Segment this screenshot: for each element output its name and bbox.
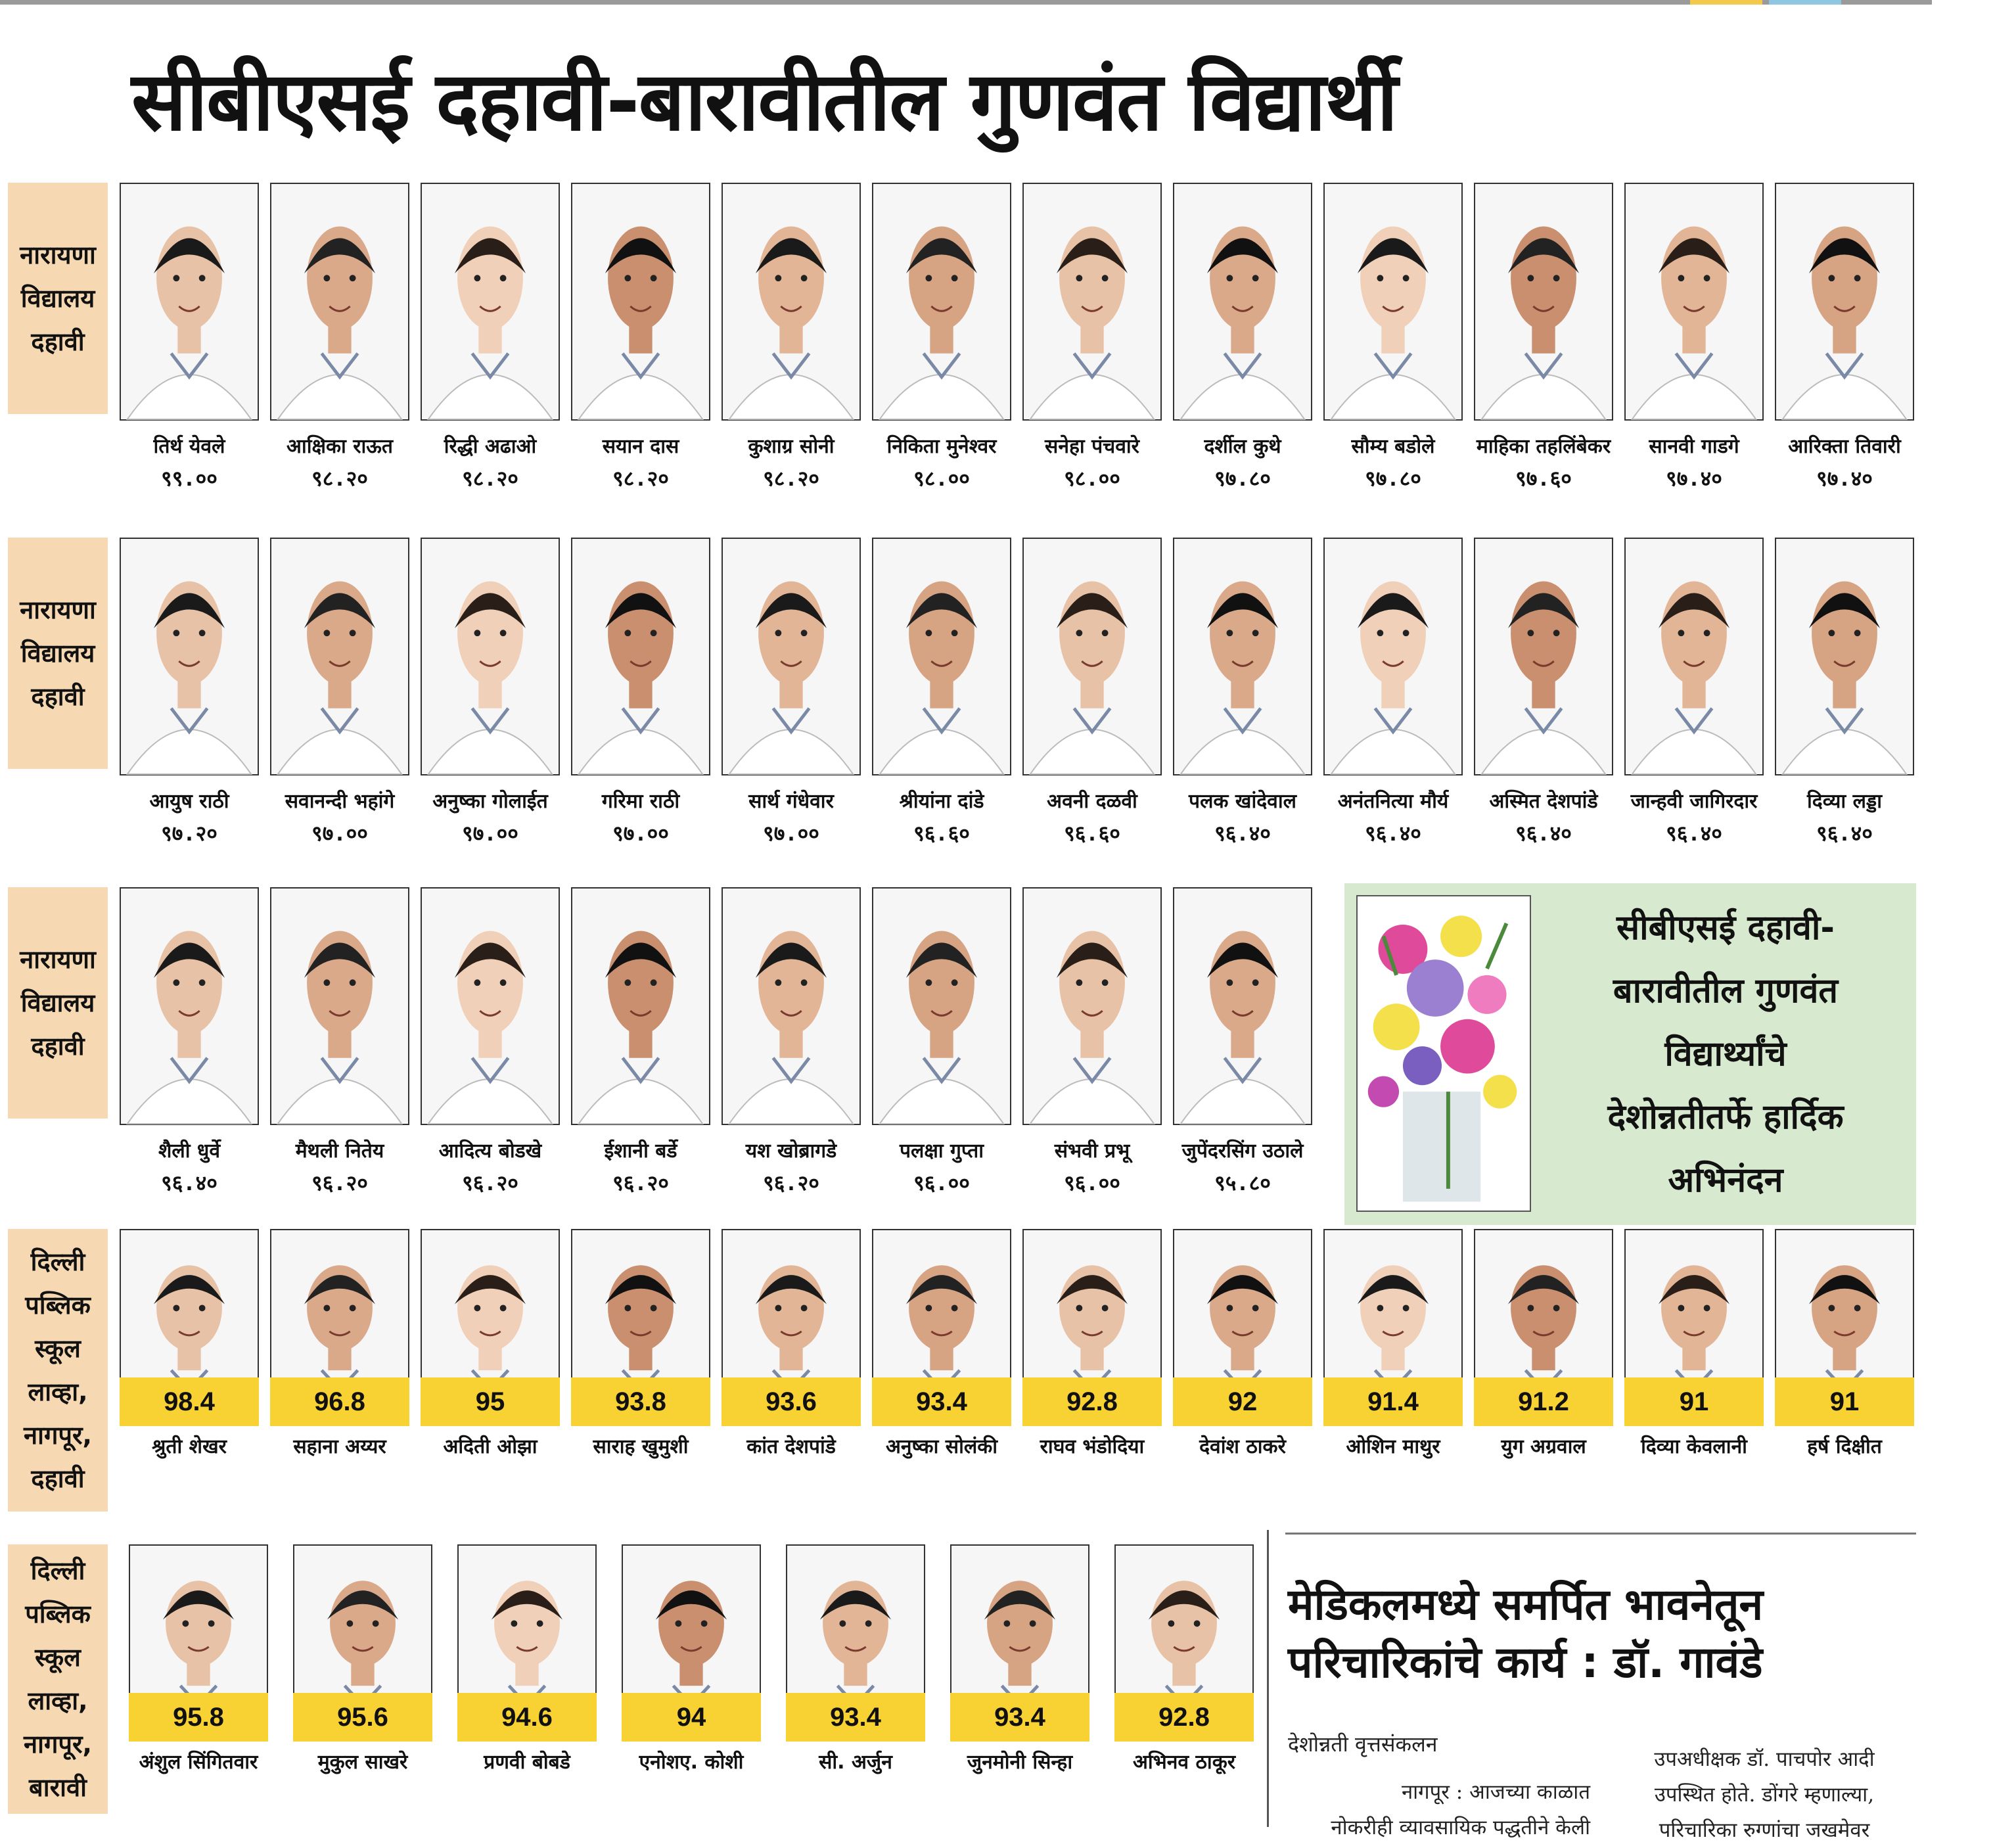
student-photo	[1173, 538, 1312, 775]
student-photo-icon	[723, 889, 859, 1124]
student-photo-icon	[121, 889, 258, 1124]
student-photo-icon	[873, 889, 1010, 1124]
score-badge: 95.6	[293, 1693, 432, 1742]
student-score: ९६.४०	[1365, 821, 1421, 846]
student-score: ९८.००	[1064, 466, 1120, 491]
student-name: आरिक्ता तिवारी	[1788, 435, 1901, 458]
student-name: सहाना अय्यर	[293, 1435, 386, 1458]
student-photo-icon	[723, 184, 859, 419]
school-label-line: नागपूर,	[24, 1730, 92, 1759]
article-rule	[1285, 1533, 1916, 1535]
school-label-line: नारायणा	[20, 595, 96, 624]
student-photo-icon	[723, 539, 859, 774]
student-score: ९७.४०	[1666, 466, 1722, 491]
student-name: मैथली नितेय	[295, 1140, 384, 1163]
student-score: ९६.६०	[913, 821, 970, 846]
student-score: ९७.००	[763, 821, 819, 846]
student-photo-icon	[1024, 184, 1160, 419]
student-photo	[1022, 183, 1162, 421]
student-photo-icon	[873, 539, 1010, 774]
student-photo	[722, 887, 861, 1125]
student-photo-icon	[572, 539, 709, 774]
student-photo-icon	[422, 889, 559, 1124]
student-photo-icon	[1024, 539, 1160, 774]
student-name: ईशानी बर्डे	[604, 1140, 677, 1163]
school-label-line: दहावी	[31, 682, 85, 711]
student-score: ९६.२०	[462, 1170, 518, 1195]
student-name: संभवी प्रभू	[1054, 1140, 1130, 1163]
student-photo-icon	[1475, 539, 1612, 774]
student-photo-icon	[1475, 184, 1612, 419]
student-photo-icon	[121, 539, 258, 774]
school-label	[8, 1229, 108, 1512]
score-badge: 93.4	[786, 1693, 925, 1742]
score-badge: 93.4	[950, 1693, 1089, 1742]
student-photo-icon	[1626, 539, 1762, 774]
news-column-2	[1610, 1742, 1919, 1848]
student-photo	[120, 183, 259, 421]
student-photo	[1624, 538, 1764, 775]
news-headline-line: परिचारिकांचे कार्य : डॉ. गावंडे	[1288, 1637, 1763, 1688]
student-score: ९८.२०	[763, 466, 819, 491]
student-name: शैली धुर्वे	[158, 1140, 221, 1163]
student-score: ९६.४०	[1666, 821, 1722, 846]
student-photo-icon	[1325, 539, 1461, 774]
score-badge: 91.4	[1323, 1377, 1463, 1426]
student-photo-icon	[1626, 184, 1762, 419]
student-name: सनेहा पंचवारे	[1045, 435, 1139, 458]
student-score: ९७.८०	[1365, 466, 1421, 491]
student-score: ९७.८०	[1214, 466, 1271, 491]
student-name: युग अग्रवाल	[1501, 1435, 1586, 1458]
student-name: जुपेंदरसिंग उठाले	[1181, 1140, 1304, 1163]
school-label-line: लाव्हा,	[28, 1377, 88, 1406]
student-name: जुनमोनी सिन्हा	[967, 1751, 1073, 1774]
greeting-box	[1344, 883, 1916, 1225]
student-score: ९८.२०	[612, 466, 669, 491]
score-badge: 94	[622, 1693, 761, 1742]
student-name: गरिमा राठी	[601, 790, 680, 813]
flower-bouquet-icon	[1358, 896, 1530, 1211]
student-photo	[1323, 183, 1463, 421]
top-color-mark	[1690, 0, 1762, 5]
news-text-line: परिचारिका रुग्णांचा जखमेवर	[1659, 1818, 1870, 1842]
student-score: ९६.४०	[1816, 821, 1873, 846]
score-badge: 92	[1173, 1377, 1312, 1426]
greeting-line: देशोन्नतीतर्फे हार्दिक	[1607, 1097, 1844, 1137]
top-color-mark	[1769, 0, 1841, 5]
student-name: मुकुल साखरे	[317, 1751, 408, 1774]
student-score: ९६.२०	[763, 1170, 819, 1195]
student-photo-icon	[1776, 539, 1913, 774]
student-score: ९६.००	[1064, 1170, 1120, 1195]
student-score: ९८.२०	[462, 466, 518, 491]
student-score: ९६.४०	[161, 1170, 218, 1195]
student-photo	[1173, 183, 1312, 421]
school-label-line: दहावी	[31, 327, 85, 356]
student-score: ९८.२०	[311, 466, 368, 491]
student-photo-icon	[1024, 889, 1160, 1124]
student-name: राघव भंडोदिया	[1040, 1435, 1145, 1458]
student-score: ९५.८०	[1214, 1170, 1271, 1195]
score-badge: 96.8	[270, 1377, 409, 1426]
student-photo-icon	[1174, 889, 1311, 1124]
student-name: अंशुल सिंगितवार	[139, 1751, 258, 1774]
student-name: एनोशए. कोशी	[639, 1751, 744, 1774]
student-score: ९६.४०	[1515, 821, 1572, 846]
student-name: कुशाग्र सोनी	[748, 435, 835, 458]
student-score: ९७.००	[311, 821, 368, 846]
school-label-line: नारायणा	[20, 945, 96, 974]
student-photo	[571, 538, 710, 775]
news-headline-line: मेडिकलमध्ये समर्पित भावनेतून	[1288, 1579, 1764, 1630]
student-name: प्रणवी बोबडे	[484, 1751, 570, 1774]
student-name: अनुष्का गोलाईत	[432, 790, 548, 813]
student-name: आदित्य बोडखे	[438, 1140, 542, 1163]
student-photo	[120, 887, 259, 1125]
student-name: तिर्थ येवले	[153, 435, 225, 458]
student-photo	[571, 887, 710, 1125]
school-label-line: दहावी	[31, 1032, 85, 1061]
school-label	[8, 1544, 108, 1814]
student-score: ९७.६०	[1515, 466, 1572, 491]
student-photo	[722, 183, 861, 421]
student-score: ९९.००	[161, 466, 218, 491]
column-divider	[1267, 1530, 1269, 1827]
school-label-line: पब्लिक	[25, 1600, 91, 1629]
student-photo	[421, 538, 560, 775]
score-badge: 93.6	[722, 1377, 861, 1426]
student-name: अभिनव ठाकूर	[1132, 1751, 1236, 1774]
student-name: अनुष्का सोलंकी	[885, 1435, 997, 1458]
student-name: अनंतनित्या मौर्य	[1337, 790, 1449, 813]
student-name: पलक खांदेवाल	[1189, 790, 1296, 813]
student-name: सौम्य बडोले	[1351, 435, 1435, 458]
student-photo	[1775, 538, 1914, 775]
news-text-line: नोकरीही व्यावसायिक पद्धतीने केली	[1331, 1816, 1590, 1839]
school-label-line: स्कूल	[35, 1643, 81, 1672]
school-label	[8, 183, 108, 414]
school-label	[8, 538, 108, 769]
top-rule	[0, 0, 1932, 5]
school-label-line: विद्यालय	[20, 284, 95, 313]
greeting-text	[1542, 896, 1910, 1212]
student-name: कांत देशपांडे	[746, 1435, 836, 1458]
student-photo	[270, 887, 409, 1125]
score-badge: 93.4	[872, 1377, 1011, 1426]
student-name: आक्षिका राऊत	[286, 435, 393, 458]
school-label-line: बारावी	[29, 1773, 87, 1802]
student-score: ९६.६०	[1064, 821, 1120, 846]
school-label-line: दिल्ली	[30, 1247, 85, 1276]
student-score: ९७.००	[462, 821, 518, 846]
school-label-line: पब्लिक	[25, 1291, 91, 1320]
score-badge: 94.6	[457, 1693, 597, 1742]
student-name: पलक्षा गुप्ता	[899, 1140, 984, 1163]
student-name: दिव्या केवलानी	[1641, 1435, 1747, 1458]
greeting-line: सीबीएसई दहावी-	[1616, 908, 1835, 948]
student-photo	[1474, 183, 1613, 421]
student-photo	[872, 887, 1011, 1125]
student-photo-icon	[1174, 539, 1311, 774]
school-label	[8, 887, 108, 1119]
school-label-line: लाव्हा,	[28, 1686, 88, 1715]
student-score: ९६.२०	[612, 1170, 669, 1195]
student-photo-icon	[1174, 184, 1311, 419]
student-name: जान्हवी जागिरदार	[1630, 790, 1758, 813]
student-photo	[1022, 887, 1162, 1125]
school-label-line: नागपूर,	[24, 1421, 92, 1450]
student-name: सयान दास	[602, 435, 679, 458]
student-score: ९७.४०	[1816, 466, 1873, 491]
student-photo	[722, 538, 861, 775]
school-label-line: दहावी	[31, 1464, 85, 1493]
student-score: ९८.००	[913, 466, 970, 491]
student-photo-icon	[1325, 184, 1461, 419]
student-photo	[1775, 183, 1914, 421]
score-badge: 91	[1775, 1377, 1914, 1426]
score-badge: 95.8	[129, 1693, 268, 1742]
student-score: ९७.००	[612, 821, 669, 846]
school-label-line: विद्यालय	[20, 639, 95, 668]
student-score: ९६.४०	[1214, 821, 1271, 846]
student-name: अदिती ओझा	[443, 1435, 538, 1458]
news-text-line: नागपूर : आजच्या काळात	[1401, 1780, 1590, 1804]
student-photo-icon	[121, 184, 258, 419]
student-score: ९६.००	[913, 1170, 970, 1195]
score-badge: 93.8	[571, 1377, 710, 1426]
school-label-line: स्कूल	[35, 1334, 81, 1363]
student-name: आयुष राठी	[149, 790, 229, 813]
student-name: सानवी गाडगे	[1649, 435, 1739, 458]
student-photo	[571, 183, 710, 421]
student-name: रिद्धी अढाओ	[444, 435, 537, 458]
student-name: सवानन्दी भहांगे	[285, 790, 395, 813]
student-name: अवनी दळवी	[1047, 790, 1137, 813]
score-badge: 95	[421, 1377, 560, 1426]
student-photo-icon	[422, 184, 559, 419]
school-label-line: दिल्ली	[30, 1556, 85, 1585]
student-photo	[872, 183, 1011, 421]
student-name: हर्ष दिक्षीत	[1807, 1435, 1882, 1458]
greeting-line: अभिनंदन	[1668, 1161, 1783, 1200]
student-photo	[1173, 887, 1312, 1125]
score-badge: 91.2	[1474, 1377, 1613, 1426]
student-name: सार्थ गंधेवार	[748, 790, 834, 813]
page-headline: सीबीएसई दहावी-बारावीतील गुणवंत विद्यार्थी	[131, 55, 1397, 149]
score-badge: 98.4	[120, 1377, 259, 1426]
student-photo	[270, 183, 409, 421]
student-photo	[270, 538, 409, 775]
school-label-line: विद्यालय	[20, 988, 95, 1017]
student-name: ओशिन माथुर	[1346, 1435, 1440, 1458]
student-name: श्रीयांना दांडे	[899, 790, 984, 813]
news-text-line: उपस्थित होते. डोंगरे म्हणाल्या,	[1654, 1783, 1875, 1807]
student-name: दिव्या लड्डा	[1807, 790, 1882, 813]
student-photo	[1624, 183, 1764, 421]
student-score: ९६.२०	[311, 1170, 368, 1195]
score-badge: 91	[1624, 1377, 1764, 1426]
news-byline: देशोन्नती वृत्तसंकलन	[1288, 1732, 1438, 1757]
score-badge: 92.8	[1114, 1693, 1254, 1742]
student-photo-icon	[271, 539, 408, 774]
student-photo-icon	[271, 184, 408, 419]
student-photo-icon	[572, 889, 709, 1124]
news-text-line: उपअधीक्षक डॉ. पाचपोर आदी	[1654, 1747, 1875, 1771]
student-photo	[421, 887, 560, 1125]
student-name: निकिता मुनेश्वर	[886, 435, 997, 458]
student-name: देवांश ठाकरे	[1199, 1435, 1286, 1458]
student-name: अस्मित देशपांडे	[1489, 790, 1598, 813]
student-photo	[1323, 538, 1463, 775]
student-photo	[421, 183, 560, 421]
student-photo	[120, 538, 259, 775]
school-label-line: नारायणा	[20, 241, 96, 269]
student-photo-icon	[1776, 184, 1913, 419]
student-photo-icon	[572, 184, 709, 419]
student-name: माहिका तहलिंबेकर	[1476, 435, 1611, 458]
greeting-line: विद्यार्थ्यांचे	[1664, 1034, 1787, 1074]
news-headline	[1288, 1576, 1932, 1692]
student-photo	[1474, 538, 1613, 775]
student-name: यश खोब्रागडे	[745, 1140, 837, 1163]
student-score: ९७.२०	[161, 821, 218, 846]
score-badge: 92.8	[1022, 1377, 1162, 1426]
student-photo-icon	[873, 184, 1010, 419]
flower-bouquet-image	[1356, 895, 1531, 1212]
student-name: सी. अर्जुन	[819, 1751, 892, 1774]
student-name: श्रुती शेखर	[152, 1435, 227, 1458]
greeting-line: बारावीतील गुणवंत	[1613, 971, 1839, 1011]
student-photo-icon	[422, 539, 559, 774]
student-photo-icon	[271, 889, 408, 1124]
student-photo	[872, 538, 1011, 775]
news-column-1	[1288, 1774, 1590, 1845]
student-photo	[1022, 538, 1162, 775]
student-name: दर्शील कुथे	[1204, 435, 1281, 458]
student-name: साराह खुमुशी	[593, 1435, 689, 1458]
